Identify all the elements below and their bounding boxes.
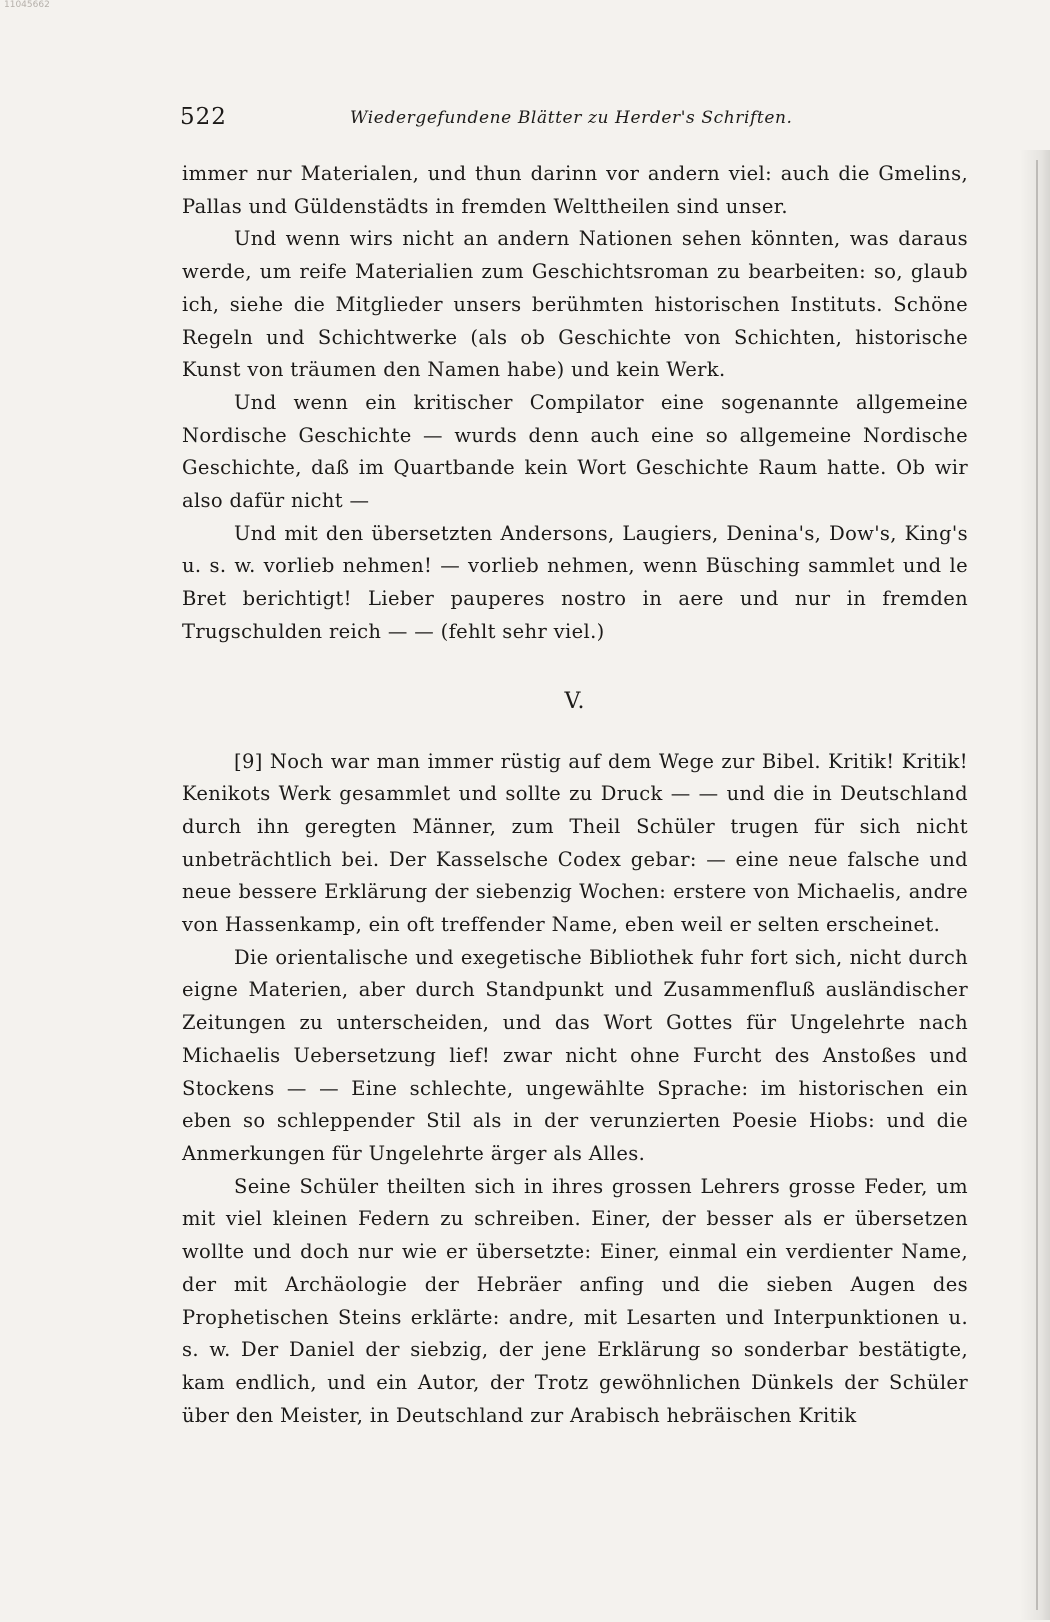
- paragraph: Und mit den übersetzten Andersons, Laugiers, Denina's, Dow's, King's u. s. w. vorlieb nehmen! — vorlieb nehmen, wenn Büsching sammlet und le Bret berichtigt! Lieber pauperes nostro in aere und nur in fremden Trugschulden reich — — (fehlt sehr viel.): [182, 521, 968, 643]
- paragraph: Die orientalische und exegetische Bibliothek fuhr fort sich, nicht durch eigne Materien, aber durch Standpunkt und Zusammenfluß ausländischer Zeitungen zu unterscheiden, und das Wort Gottes für Ungelehrte nach Michaelis Uebersetzung lief! zwar nicht ohne Furcht des Anstoßes und Stockens — — Eine schlechte, ungewählte Sprache: im historischen ein eben so schleppender Stil als in der verunzierten Poesie Hiobs: und die Anmerkungen für Ungelehrte ärger als Alles.: [182, 945, 968, 1165]
- page-gutter-shadow: [1020, 150, 1050, 1620]
- paragraph: Seine Schüler theilten sich in ihres grossen Lehrers grosse Feder, um mit viel kleinen Federn zu schreiben. Einer, der besser als er übersetzen wollte und doch nur wie er übersetzte: Einer, einmal ein verdienter Name, der mit Archäologie der Hebräer anfing und die sieben Augen des Prophetischen Steins erklärte: andre, mit Lesarten und Interpunktionen u. s. w. Der Daniel der siebzig, der jene Erklärung so sonderbar bestätigte, kam endlich, und ein Autor, der Trotz gewöhnlichen Dünkels der Schüler über den Meister, in Deutschland zur Arabisch hebräischen Kritik: [182, 1174, 968, 1427]
- running-title: Wiedergefundene Blätter zu Herder's Schriften.: [350, 108, 793, 128]
- corner-catalog-code: 11045662: [4, 0, 50, 10]
- paragraph: Und wenn wirs nicht an andern Nationen sehen könnten, was daraus werde, um reife Materialien zum Geschichtsroman zu bearbeiten: so, glaub ich, siehe die Mitglieder unsers berühmten historischen Instituts. Schöne Regeln und Schichtwerke (als ob Geschichte von Schichten, historische Kunst von träumen den Namen habe) und kein Werk.: [182, 227, 968, 382]
- running-head: [182, 100, 968, 140]
- page-number: 522: [180, 104, 227, 130]
- paragraph: [9] Noch war man immer rüstig auf dem Wege zur Bibel. Kritik! Kritik! Kenikots Werk gesammlet und sollte zu Druck — — und die in Deutschland durch ihn geregten Männer, zum Theil Schüler trugen für sich nicht unbeträchtlich bei. Der Kasselsche Codex gebar: — eine neue falsche und neue bessere Erklärung der siebenzig Wochen: erstere von Michaelis, andre von Hassenkamp, ein oft treffender Name, eben weil er selten erscheinet.: [182, 749, 968, 937]
- paragraph-continuation: immer nur Materialen, und thun darinn vor andern viel: auch die Gmelins, Pallas und Güldenstädts in fremden Welttheilen sind unser.: [182, 162, 968, 218]
- paragraph: Und wenn ein kritischer Compilator eine sogenannte allgemeine Nordische Geschichte — wurds denn auch eine so allgemeine Nordische Geschichte, daß im Quartbande kein Wort Geschichte Raum hatte. Ob wir also dafür nicht —: [182, 390, 968, 513]
- book-page: [182, 100, 968, 1432]
- section-heading: V.: [564, 688, 586, 714]
- page-gutter-line: [1036, 160, 1038, 1610]
